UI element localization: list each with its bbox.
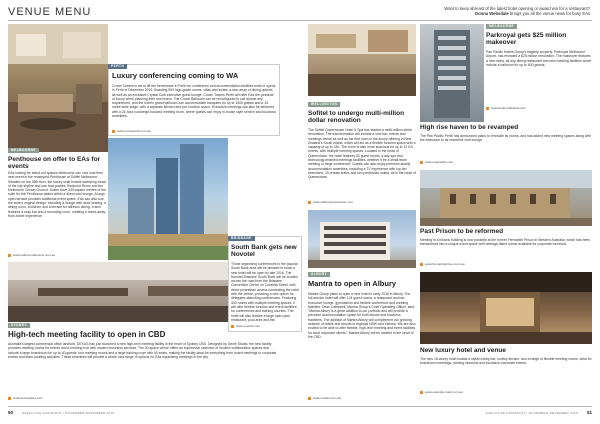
cbd-tag: SYDNEY (8, 323, 30, 328)
sofitel-body: The Sofitel Queenstown Hotel & Spa has started a multi-million dollar renovation. The transformation will include a new bar, events and meetings venue as well as the first room in the luxury offering in New Zealand's South Island, which will act as a flexible function space with a capacity of up to 150. The room is also more spacious for up to 12 EA events, with multiple meeting spaces. Located in the heart of Queenstown, the hotel features 82 guest rooms, a day spa and technology-enabled meetings facilities, whether it be a small team meeting or large conference. Guests can also enjoy premium quality accommodation amenities, including a TV experience with top-tier selections, 10 private suites and two penthouse suites, all in the heart of Queenstown. (308, 128, 416, 180)
mantra-link[interactable]: www.mantra.com.au (308, 396, 341, 400)
penthouse-body: EAs looking for stand-out spaces Melbourne can now host their next event in the revamped Penthouse at Sofitel Melbourne. Situated on the 35th floor, the luxury suite boasts sweeping views of the city skyline and can host parties. Reduced Room and the Melbourne Cricket Ground. Suites have 345 square metres of the suite for the Penthouse tables within a direct mini lounge. A large open-terrace provides additional event space. EAs can also use the suite's original design, including a lounge with deck seating, a dining room, a kitchen and a terrace for alfresco dining. It also features a cosy bar and a recording room, creating a home-away-from-home experience. (8, 171, 107, 218)
header-rule (8, 20, 592, 21)
luxury-hotel-photo (420, 272, 592, 344)
penthouse-illustration (8, 24, 108, 152)
southbank-title: South Bank gets new Novotel (231, 244, 297, 259)
parkroyal-body: Pan Pacific Hotels Group's flagship property, Parkroyal Melbourne Airport, has revealed a $25 million renovation. The makeover features a new lobby, all-day dining restaurant and new meeting facilities which include a ballroom for up to 600 guests. (486, 50, 592, 67)
prison-photo (420, 170, 592, 226)
cbd-link[interactable]: www.dexusplace.com (8, 396, 43, 400)
mantra-photo (308, 210, 416, 268)
sofitel-illustration (308, 24, 416, 96)
prison-title: Past Prison to be reformed (420, 228, 504, 235)
mantra-title: Mantra to open in Albury (308, 279, 397, 288)
penthouse-title: Penthouse on offer to EAs for events (8, 156, 101, 171)
page-number-right: 51 (586, 410, 592, 415)
footer-text-left: EXECUTIVE ASSISTANT | NOVEMBER-DECEMBER 2015 (22, 411, 115, 415)
footer-rule (8, 406, 592, 407)
luxury-tag: PERTH (108, 64, 127, 69)
cbd-title: High-tech meeting facility to open in CBD (8, 330, 166, 339)
prison-body: Meeting in a historic building is now possible at the former Fremantle Prison in Western Australia, which has been transformed into a unique event space with heritage-listed rooms available for corporate functions. (420, 238, 591, 247)
rugby-title: High rise haven to be revamped (420, 124, 519, 131)
prison-illustration (420, 170, 592, 226)
luxury-link[interactable]: www.crownperth.com.au (112, 129, 151, 133)
sofitel-photo (308, 24, 416, 96)
section-title: VENUE MENU (8, 6, 92, 18)
southbank-body: Those organising conferences in the popular South Bank area will be pleased to know a new hotel will be open by late 2016. The Novotel Brisbane South Bank will be located across the road from the Brisbane Convention Centre on Cordelia Street, with direct pedestrian access connecting the hotel with the centre, providing a new option for delegates attending conferences. Featuring 300 rooms with multiple meeting spaces, it will offer flexible function and event facilities for conferences and training courses. The hotel will also feature a large open-plan restaurant, pool area and bar. (231, 262, 299, 322)
crown-towers-photo (108, 138, 228, 260)
luxury-body: Crown Towers is set to lift the benchmark in Perth for conference and accommodation facilities when it opens in Perth in December 2016. Boasting 500 high-grade rooms, villas and suites, a new array of dining options as well as an exclusive Crystal Club executive guest lounge, Crown Towers Perth will offer EAs the pinnacle of luxury when planning their next event. The Crown Ballroom can be reconfigured to suit almost any requirement, and the hotel's grand ballroom can accommodate banquets for up to 1500 guests and a 10-metre-wide stage, with a separate kitchen and pre-function space. Executive meetings can also be delivered with a 24-hour concierge-focused meeting room, where guests can enjoy in-house style service and luxurious amenities. (112, 84, 276, 119)
parkroyal-illustration (420, 24, 484, 122)
page-number-left: 50 (8, 410, 14, 415)
penthouse-tag: MELBOURNE (8, 148, 39, 153)
luxuryhotel-body: The new 18-storey hotel boasts a stylish lobby bar, rooftop terrace, and a range of flexible meeting rooms, ideal for boardroom meetings, training sessions and exclusive corporate events. (420, 357, 592, 366)
sofitel-title: Sofitel to undergo multi-million dollar renovation (308, 110, 405, 125)
rugby-body: The Pan Pacific Perth has announced plans to renovate its rooms, and has added new meeting spaces along with the extension to its executive club lounge. (420, 134, 591, 143)
rugby-link[interactable]: www.panpacific.com (420, 160, 453, 164)
southbank-link[interactable]: www.novotel.com (231, 324, 260, 328)
penthouse-link[interactable]: www.sofitel-melbourne.com.au (8, 253, 55, 257)
parkroyal-link[interactable]: www.parkroyalhotels.com (486, 106, 526, 110)
southbank-tag: BRISBANE (228, 236, 255, 241)
sofitel-link[interactable]: www.sofitel-queenstown.com (308, 200, 353, 204)
mantra-illustration (308, 210, 416, 268)
parkroyal-title: Parkroyal gets $25 million makeover (486, 32, 567, 47)
header-note: Want to keep abreast of the latest hotel opening or award win for a restaurant? Donna Websdale brings you all the venue news for busy EAs (444, 6, 590, 16)
luxury-title: Luxury conferencing coming to WA (112, 71, 239, 80)
penthouse-photo (8, 24, 108, 152)
footer-text-right: EXECUTIVE ASSISTANT | NOVEMBER-DECEMBER 2015 (485, 411, 578, 415)
luxuryhotel-link[interactable]: www.example-hotel.com.au (420, 390, 463, 394)
luxuryhotel-title: New luxury hotel and venue (420, 347, 506, 354)
mantra-tag: ALBURY (308, 272, 330, 277)
parkroyal-photo (420, 24, 484, 122)
prison-link[interactable]: www.fremantleprison.com.au (420, 262, 465, 266)
mantra-body: Mantra Group plans to open a new hotel in early 2016 in Albury. The full-service hotel will offer 124 guest rooms, a restaurant and bar, executive lounge, gymnasium and flexible conference and meeting facilities. Dean Campbell, Mantra Group's Chief Operating Officer, said: "Mantra Albury is a great addition to our portfolio and will provide a premium accommodation option for both leisure and business travellers. The addition of Mantra Albury will complement our growing network of hotels and resorts in regional NSW and Victoria. We are also excited to be able to offer flexible, high-tech meeting and event facilities for local corporate clients." Mantra Albury will be located in the heart of the CBD. (308, 292, 416, 339)
luxury-hotel-illustration (420, 272, 592, 344)
sofitel-tag: WELLINGTON (308, 102, 340, 107)
crown-towers-illustration (108, 138, 228, 260)
cbd-body: Australia's largest commercial office landlord, DEXUS has just launched a new high-tech meeting facility in the heart of Sydney CBD. Designed by Genie Studio, the new facility provides meeting rooms for events and a meeting hub with modern business services. The 30-space venue offers an impressive selection of modern collaboration spaces that include a large boardroom for up to 40 guests, four meeting rooms and a large training room with 60 seats, making the facility ideal for everything from board meetings to corporate events and team-building activities. These amenities will provide a whole new range of options for EAs organising meetings in the city. (8, 342, 277, 359)
parkroyal-tag: MELBOURNE (486, 24, 517, 29)
